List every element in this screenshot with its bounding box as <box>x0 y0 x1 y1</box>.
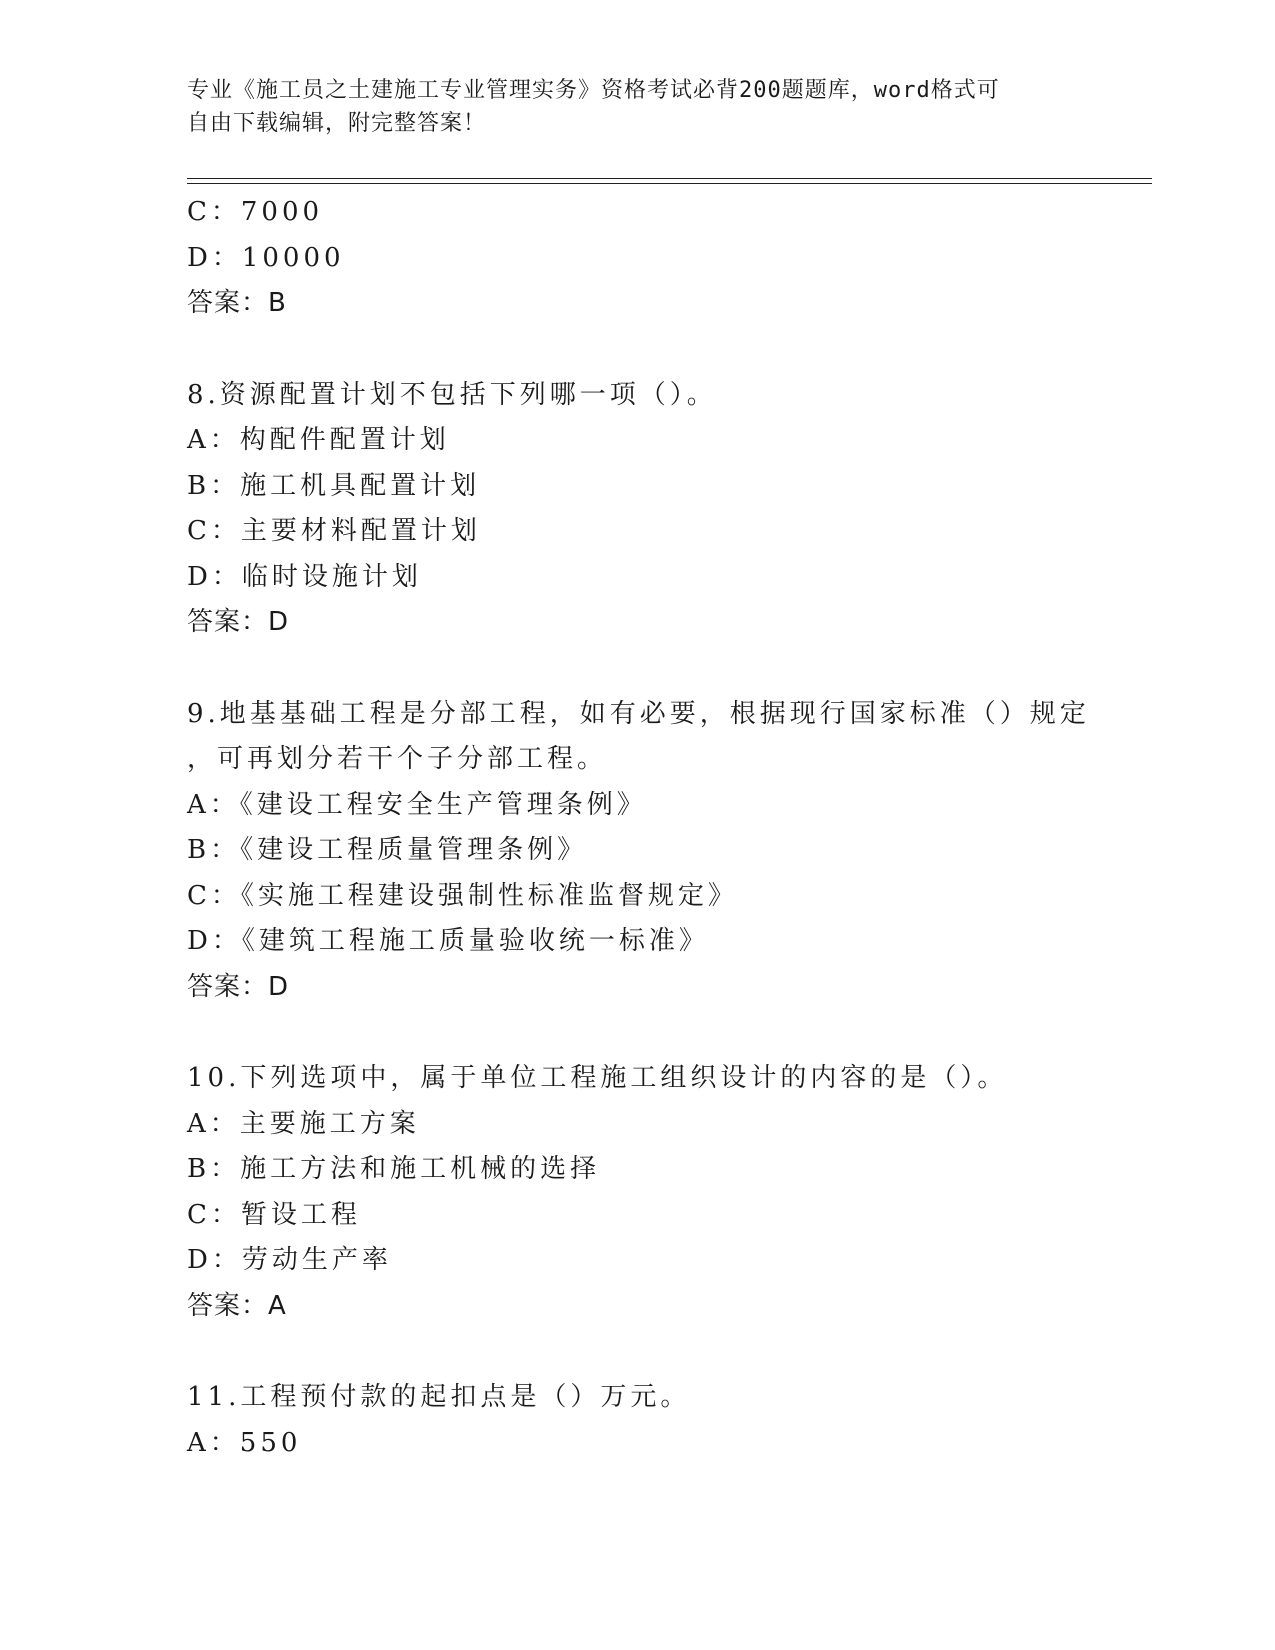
spacer <box>187 1329 1147 1375</box>
question-list <box>187 190 1147 1466</box>
previous-question-tail <box>187 190 1147 327</box>
option-c: C：7000 <box>187 197 324 227</box>
question-stem: 9.地基基础工程是分部工程，如有必要，根据现行国家标准（）规定 <box>187 698 1090 729</box>
spacer <box>187 1010 1147 1056</box>
option-c: C：主要材料配置计划 <box>187 516 481 546</box>
answer-line: 答案：A <box>187 1290 287 1321</box>
option-a: A：构配件配置计划 <box>187 425 450 455</box>
option-d: D：10000 <box>187 242 345 273</box>
option-d: D：《建筑工程施工质量验收统一标准》 <box>187 926 709 956</box>
question-11 <box>187 1375 1147 1466</box>
option-c: C：暂设工程 <box>187 1199 361 1230</box>
option-d: D：临时设施计划 <box>187 561 422 592</box>
question-stem: 8.资源配置计划不包括下列哪一项（）。 <box>187 379 717 410</box>
answer-line: 答案：D <box>187 971 290 1002</box>
spacer <box>187 327 1147 373</box>
header-line-1: 专业《施工员之土建施工专业管理实务》资格考试必背200题题库，word格式可 <box>187 78 1000 103</box>
question-stem-continued: ，可再划分若干个子分部工程。 <box>187 744 608 774</box>
option-b: B：施工方法和施工机械的选择 <box>187 1154 601 1184</box>
spacer <box>187 646 1147 692</box>
question-10 <box>187 1056 1147 1329</box>
option-b: B：《建设工程质量管理条例》 <box>187 835 588 865</box>
option-a: A：550 <box>187 1427 302 1458</box>
header-rule-top <box>187 178 1152 179</box>
option-c: C：《实施工程建设强制性标准监督规定》 <box>187 880 738 911</box>
question-stem: 11.工程预付款的起扣点是（）万元。 <box>187 1382 691 1412</box>
question-8 <box>187 373 1147 646</box>
option-b: B：施工机具配置计划 <box>187 470 481 501</box>
option-d: D：劳动生产率 <box>187 1245 392 1275</box>
question-9 <box>187 692 1147 1011</box>
document-header <box>187 74 1067 140</box>
question-stem: 10.下列选项中，属于单位工程施工组织设计的内容的是（）。 <box>187 1063 1008 1093</box>
option-a: A：主要施工方案 <box>187 1108 420 1139</box>
header-rule-bottom <box>187 183 1152 184</box>
header-line-2: 自由下载编辑，附完整答案！ <box>187 111 487 136</box>
option-a: A：《建设工程安全生产管理条例》 <box>187 789 647 820</box>
answer-line: 答案：D <box>187 607 290 637</box>
answer-line: 答案：B <box>187 288 287 318</box>
